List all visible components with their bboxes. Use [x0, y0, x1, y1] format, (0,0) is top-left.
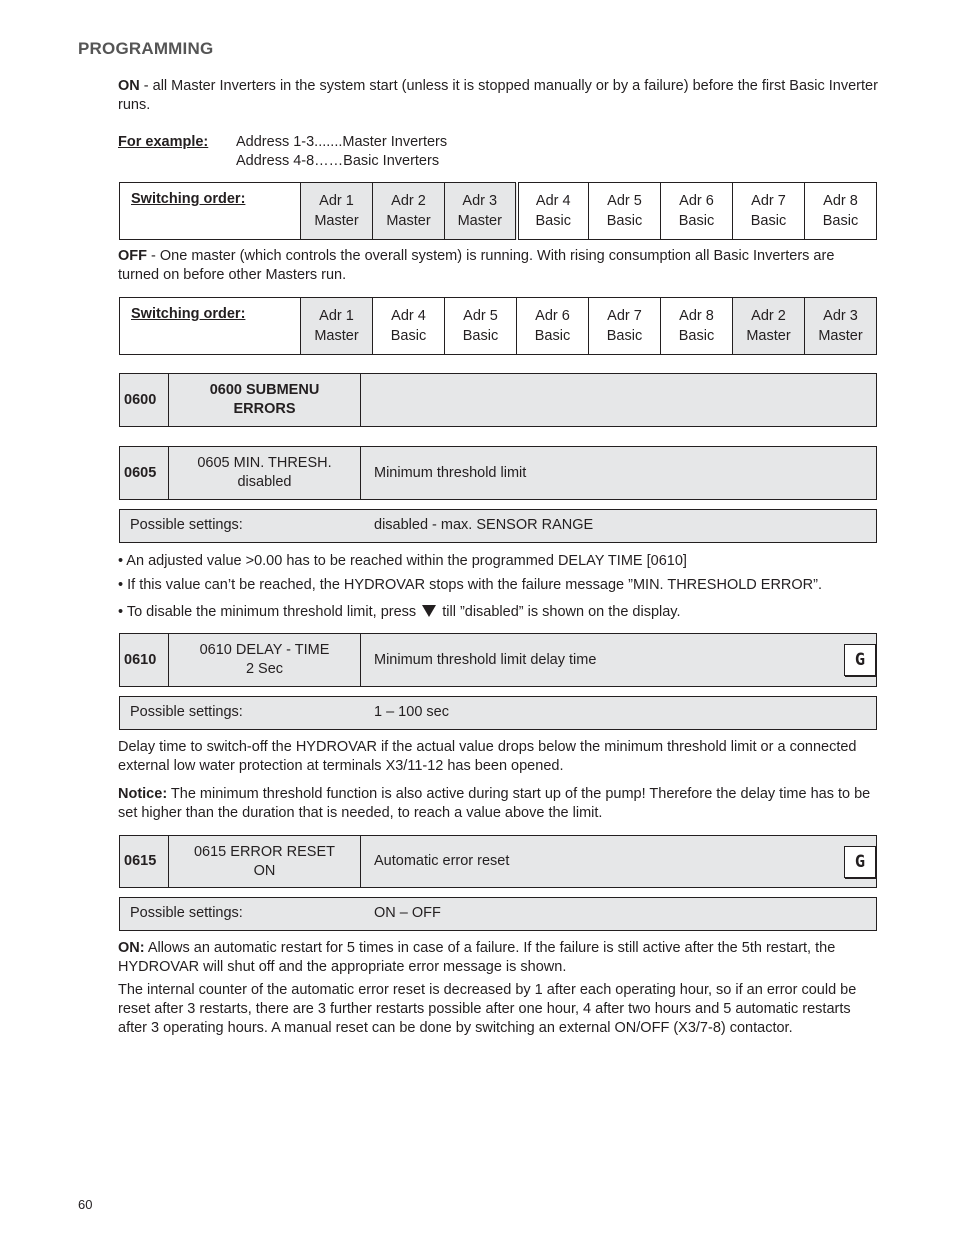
param-0610	[119, 633, 877, 687]
switching-order-label: Switching order:	[120, 298, 301, 355]
param-0605	[119, 446, 877, 500]
param-code: 0610	[120, 634, 169, 686]
param-name: 0615 ERROR RESET ON	[169, 836, 361, 887]
g-badge-icon: G	[844, 644, 876, 676]
notice-paragraph	[118, 785, 878, 823]
order-cell: Adr 3 Master	[805, 298, 877, 355]
order-cell: Adr 7 Basic	[589, 298, 661, 355]
param-0615	[119, 835, 877, 888]
switching-order-row	[120, 298, 877, 355]
param-description: Minimum threshold limit	[374, 464, 527, 481]
order-cell: Adr 4 Basic	[517, 183, 589, 240]
delay-description: Delay time to switch-off the HYDROVAR if the actual value drops below the minimum threshold limit or a connected external low water protection at terminals X3/11-12 has been opened.	[118, 739, 857, 774]
order-cell: Adr 8 Basic	[805, 183, 877, 240]
off-label: OFF	[118, 248, 147, 264]
on-text: - all Master Inverters in the system start (unless it is stopped manually or by a failure) before the first Basic Inverter runs.	[118, 78, 878, 113]
order-cell: Adr 4 Basic	[373, 298, 445, 355]
example-label: For example:	[118, 134, 209, 150]
bullet-1: • An adjusted value >0.00 has to be reached within the programmed DELAY TIME [0610]	[118, 553, 687, 569]
possible-settings-label: Possible settings:	[130, 704, 243, 720]
order-cell: Adr 8 Basic	[661, 298, 733, 355]
order-cell: Adr 5 Basic	[445, 298, 517, 355]
off-text: - One master (which controls the overall system) is running. With rising consumption all Basic Inverters are turned on before other Masters run.	[118, 248, 835, 283]
param-description	[361, 374, 876, 426]
example-line-1: Address 1-3.......Master Inverters	[236, 134, 448, 150]
possible-settings-0605	[119, 509, 877, 543]
page-number: 60	[78, 1197, 93, 1212]
order-cell: Adr 6 Basic	[517, 298, 589, 355]
counter-paragraph: The internal counter of the automatic error reset is decreased by 1 after each operating hour, so if an error could be reset after 3 restarts, there are 3 further restarts possible after one hour, 4 after two hours and 5 automatic restarts after 3 operating hours. A manual reset can be done by switching an external ON/OFF (X3/7-8) contactor.	[118, 982, 857, 1036]
order-cell: Adr 6 Basic	[661, 183, 733, 240]
section-title: PROGRAMMING	[78, 39, 214, 58]
possible-settings-value: 1 – 100 sec	[374, 704, 449, 720]
order-cell: Adr 7 Basic	[733, 183, 805, 240]
down-arrow-icon	[422, 605, 436, 617]
param-name: 0600 SUBMENU ERRORS	[169, 374, 361, 426]
notice-label: Notice:	[118, 786, 168, 802]
param-code: 0605	[120, 447, 169, 499]
bullet-3: • To disable the minimum threshold limit, press till ”disabled” is shown on the display.	[118, 604, 681, 620]
possible-settings-value: disabled - max. SENSOR RANGE	[374, 517, 594, 533]
order-cell: Adr 1 Master	[301, 298, 373, 355]
possible-settings-value: ON – OFF	[374, 905, 441, 921]
bullet-2: • If this value can’t be reached, the HYDROVAR stops with the failure message ”MIN. THRESHOLD ERROR”.	[118, 577, 823, 593]
on-description	[118, 77, 878, 115]
off-description	[118, 247, 878, 285]
param-name: 0610 DELAY - TIME 2 Sec	[169, 634, 361, 686]
order-cell: Adr 2 Master	[733, 298, 805, 355]
switching-order-row	[120, 183, 877, 240]
notice-text: The minimum threshold function is also active during start up of the pump! Therefore the delay time has to be set higher than the duration that is needed, to reach a value above the limit.	[118, 786, 871, 821]
possible-settings-0615	[119, 897, 877, 931]
on-label: ON	[118, 78, 140, 94]
on-note-text: Allows an automatic restart for 5 times in case of a failure. If the failure is still active after the 5th restart, the HYDROVAR will shut off and the appropriate error message is shown.	[118, 940, 836, 975]
order-cell: Adr 5 Basic	[589, 183, 661, 240]
switching-order-table-on	[119, 182, 877, 240]
possible-settings-0610	[119, 696, 877, 730]
param-code: 0600	[120, 374, 169, 426]
possible-settings-label: Possible settings:	[130, 905, 243, 921]
switching-order-label: Switching order:	[120, 183, 301, 240]
param-description: Minimum threshold limit delay time G	[361, 634, 876, 686]
order-cell: Adr 3 Master	[445, 183, 517, 240]
param-0600	[119, 373, 877, 427]
param-name: 0605 MIN. THRESH. disabled	[169, 447, 361, 499]
on-note-label: ON:	[118, 940, 145, 956]
possible-settings-label: Possible settings:	[130, 517, 243, 533]
order-cell: Adr 1 Master	[301, 183, 373, 240]
example-line-2: Address 4-8……Basic Inverters	[236, 153, 440, 169]
param-code: 0615	[120, 836, 169, 887]
switching-order-table-off	[119, 297, 877, 355]
param-description: Automatic error reset G	[361, 836, 876, 887]
on-note-paragraph	[118, 939, 878, 977]
order-cell: Adr 2 Master	[373, 183, 445, 240]
g-badge-icon: G	[844, 846, 876, 878]
